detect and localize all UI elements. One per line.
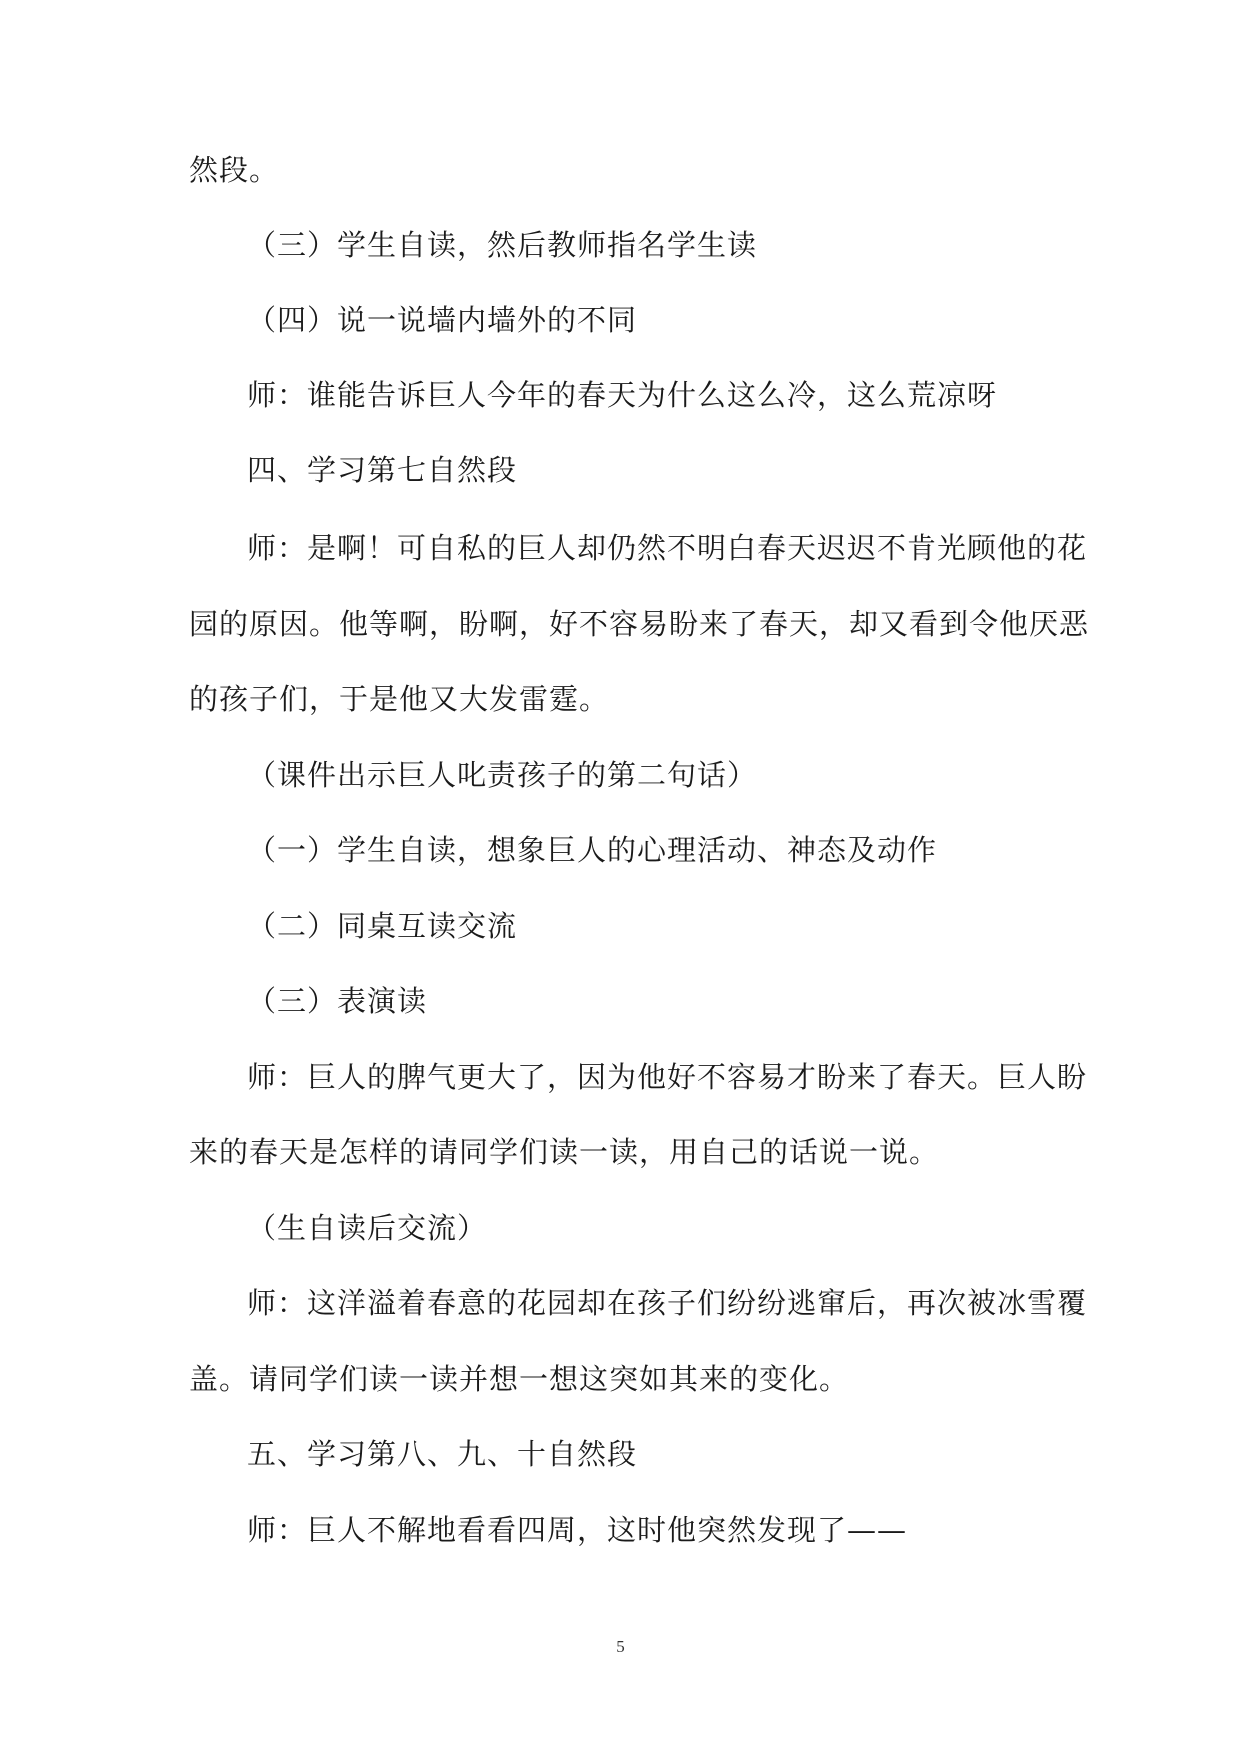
paragraph-line: （课件出示巨人叱责孩子的第二句话） [247, 758, 758, 792]
paragraph-line: 的孩子们，于是他又大发雷霆。 [189, 682, 610, 716]
paragraph-line: 园的原因。他等啊，盼啊，好不容易盼来了春天，却又看到令他厌恶 [189, 607, 1090, 641]
section-heading: 五、学习第八、九、十自然段 [247, 1437, 638, 1471]
paragraph-line: （生自读后交流） [247, 1211, 488, 1245]
paragraph-line: （四）说一说墙内墙外的不同 [247, 303, 638, 337]
paragraph-line: （一）学生自读，想象巨人的心理活动、神态及动作 [247, 833, 938, 867]
paragraph-line: （二）同桌互读交流 [247, 909, 518, 943]
paragraph-line: 师：这洋溢着春意的花园却在孩子们纷纷逃窜后，再次被冰雪覆 [247, 1286, 1088, 1320]
paragraph-line: （三）表演读 [247, 984, 428, 1018]
paragraph-line: 师：谁能告诉巨人今年的春天为什么这么冷，这么荒凉呀 [247, 378, 998, 412]
page-number: 5 [616, 1637, 625, 1656]
paragraph-line: （三）学生自读，然后教师指名学生读 [247, 228, 758, 262]
paragraph-line: 师：是啊！可自私的巨人却仍然不明白春天迟迟不肯光顾他的花 [247, 531, 1088, 565]
paragraph-line: 然段。 [189, 153, 280, 187]
paragraph-line: 来的春天是怎样的请同学们读一读，用自己的话说一说。 [189, 1135, 940, 1169]
paragraph-line: 盖。请同学们读一读并想一想这突如其来的变化。 [189, 1362, 850, 1396]
paragraph-line: 师：巨人的脾气更大了，因为他好不容易才盼来了春天。巨人盼 [247, 1060, 1088, 1094]
paragraph-line: 师：巨人不解地看看四周，这时他突然发现了—— [247, 1513, 908, 1547]
section-heading: 四、学习第七自然段 [247, 453, 518, 487]
